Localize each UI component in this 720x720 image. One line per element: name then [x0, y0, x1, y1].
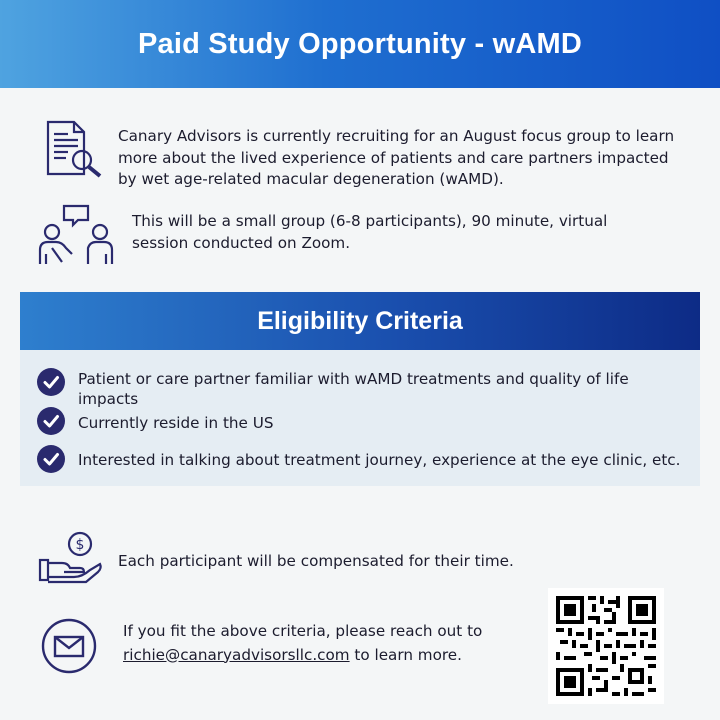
check-circle-icon — [37, 407, 65, 435]
criteria-item: Patient or care partner familiar with wAMD treatments and quality of life impacts — [78, 370, 629, 408]
svg-text:$: $ — [75, 537, 85, 553]
contact-line — [123, 644, 553, 668]
email-link[interactable]: richie@canaryadvisorsllc.com — [123, 645, 350, 664]
eligibility-header — [20, 292, 700, 350]
contact-prefix: If you fit the above criteria, please reach out to — [123, 622, 483, 640]
people-chat-icon — [38, 204, 114, 268]
session-paragraph: This will be a small group (6-8 participants), 90 minute, virtual session conducted on Zoom. — [132, 212, 608, 252]
criteria-item: Currently reside in the US — [78, 414, 274, 432]
document-search-icon — [42, 118, 104, 180]
compensation-text: Each participant will be compensated for their time. — [118, 552, 514, 570]
eligibility-section — [20, 292, 700, 486]
check-circle-icon — [37, 445, 65, 473]
page-title: Paid Study Opportunity - wAMD — [137, 27, 582, 60]
contact-suffix: to learn more. — [349, 645, 462, 664]
qr-code-image — [548, 588, 664, 704]
eligibility-title: Eligibility Criteria — [257, 306, 463, 335]
qr-code[interactable] — [548, 588, 664, 704]
contact-text — [123, 620, 553, 667]
header-banner — [0, 0, 720, 88]
check-circle-icon — [37, 368, 65, 396]
criteria-item: Interested in talking about treatment journey, experience at the eye clinic, etc. — [78, 451, 681, 469]
mail-icon — [40, 617, 98, 675]
intro-paragraph: Canary Advisors is currently recruiting for an August focus group to learn more about the lived experience of patients and care partners impacted by wet age-related macular degeneration (wAMD). — [118, 127, 675, 188]
money-hand-icon — [38, 530, 104, 586]
